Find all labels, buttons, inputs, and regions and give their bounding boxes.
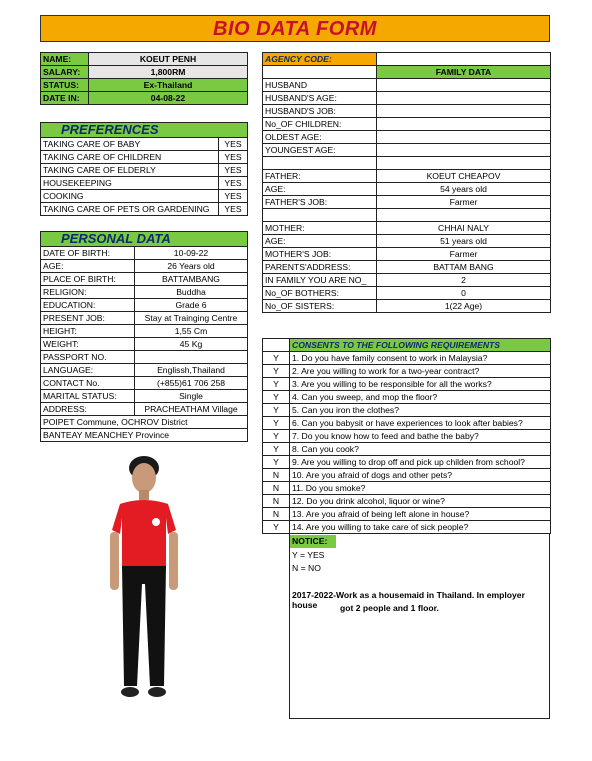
preference-value: YES (219, 190, 248, 203)
preference-value: YES (219, 164, 248, 177)
family-label: AGE: (263, 183, 377, 196)
consents-header: CONSENTS TO THE FOLLOWING REQUIREMENTS (290, 339, 551, 352)
family-value: 54 years old (377, 183, 551, 196)
personal-value: Stay at Trainging Centre (135, 312, 248, 325)
consent-question: 7. Do you know how to feed and bathe the baby? (290, 430, 551, 443)
notice-label: NOTICE: (290, 535, 336, 548)
personal-label: RELIGION: (41, 286, 135, 299)
consent-question: 8. Can you cook? (290, 443, 551, 456)
family-label: HUSBAND (263, 79, 377, 92)
consent-answer: Y (263, 352, 290, 365)
personal-label: DATE OF BIRTH: (41, 247, 135, 260)
family-data-header: FAMILY DATA (377, 66, 551, 79)
consent-answer: Y (263, 417, 290, 430)
family-data-table (262, 52, 551, 313)
family-value: BATTAM BANG (377, 261, 551, 274)
consent-question: 5. Can you iron the clothes? (290, 404, 551, 417)
personal-label: PASSPORT NO. (41, 351, 135, 364)
applicant-photo (104, 454, 184, 710)
personal-label: WEIGHT: (41, 338, 135, 351)
family-label: HUSBAND'S AGE: (263, 92, 377, 105)
personal-value: 10-09-22 (135, 247, 248, 260)
personal-label: EDUCATION: (41, 299, 135, 312)
family-value: 51 years old (377, 235, 551, 248)
personal-value: 26 Years old (135, 260, 248, 273)
family-value (377, 118, 551, 131)
basic-info-table (40, 52, 248, 105)
family-value: CHHAI NALY (377, 222, 551, 235)
family-label: No_OF BOTHERS: (263, 287, 377, 300)
consent-answer: Y (263, 404, 290, 417)
family-label (263, 209, 377, 222)
family-value: Farmer (377, 196, 551, 209)
personal-label: HEIGHT: (41, 325, 135, 338)
personal-value: PRACHEATHAM Village (135, 403, 248, 416)
family-label: OLDEST AGE: (263, 131, 377, 144)
family-value (377, 144, 551, 157)
preferences-header: PREFERENCES (41, 123, 248, 138)
consent-answer: Y (263, 391, 290, 404)
personal-value: BATTAMBANG (135, 273, 248, 286)
consent-question: 2. Are you willing to work for a two-year contract? (290, 365, 551, 378)
basic-label: DATE IN: (41, 92, 89, 105)
personal-value: Englissh,Thailand (135, 364, 248, 377)
preference-value: YES (219, 138, 248, 151)
consent-answer: Y (263, 456, 290, 469)
consent-answer: Y (263, 378, 290, 391)
consent-answer: N (263, 508, 290, 521)
family-value (377, 105, 551, 118)
consent-question: 10. Are you afraid of dogs and other pets? (290, 469, 551, 482)
family-label: IN FAMILY YOU ARE NO_ (263, 274, 377, 287)
family-value (377, 131, 551, 144)
family-value: Farmer (377, 248, 551, 261)
preference-label: TAKING CARE OF PETS OR GARDENING (41, 203, 219, 216)
personal-label: ADDRESS: (41, 403, 135, 416)
preference-label: COOKING (41, 190, 219, 203)
family-value (377, 157, 551, 170)
family-label (263, 157, 377, 170)
basic-label: NAME: (41, 53, 89, 66)
family-label: HUSBAND'S JOB: (263, 105, 377, 118)
family-label: FATHER: (263, 170, 377, 183)
address-line: BANTEAY MEANCHEY Province (41, 429, 248, 442)
basic-label: SALARY: (41, 66, 89, 79)
family-label: MOTHER'S JOB: (263, 248, 377, 261)
personal-label: LANGUAGE: (41, 364, 135, 377)
consent-answer: N (263, 482, 290, 495)
form-title: BIO DATA FORM (40, 15, 550, 42)
consent-answer: Y (263, 430, 290, 443)
address-line: POIPET Commune, OCHROV District (41, 416, 248, 429)
personal-label: PLACE OF BIRTH: (41, 273, 135, 286)
personal-value: Buddha (135, 286, 248, 299)
family-label: YOUNGEST AGE: (263, 144, 377, 157)
consents-table (262, 338, 551, 534)
notice-no: N = NO (292, 563, 321, 573)
consent-question: 12. Do you drink alcohol, liquor or wine? (290, 495, 551, 508)
basic-value: KOEUT PENH (89, 53, 248, 66)
family-value: KOEUT CHEAPOV (377, 170, 551, 183)
personal-label: AGE: (41, 260, 135, 273)
consent-answer: Y (263, 521, 290, 534)
family-label: PARENTS'ADDRESS: (263, 261, 377, 274)
consent-question: 14. Are you willing to take care of sick people? (290, 521, 551, 534)
consent-question: 13. Are you afraid of being left alone in house? (290, 508, 551, 521)
family-label: MOTHER: (263, 222, 377, 235)
personal-value: 1,55 Cm (135, 325, 248, 338)
consent-answer: N (263, 469, 290, 482)
consent-answer: Y (263, 443, 290, 456)
agency-code-value[interactable] (377, 53, 551, 66)
preference-label: TAKING CARE OF CHILDREN (41, 151, 219, 164)
family-value (377, 209, 551, 222)
preference-label: TAKING CARE OF ELDERLY (41, 164, 219, 177)
notice-yes: Y = YES (292, 550, 325, 560)
personal-label: CONTACT No. (41, 377, 135, 390)
consent-question: 6. Can you babysit or have experiences to look after babies? (290, 417, 551, 430)
family-label: FATHER'S JOB: (263, 196, 377, 209)
family-value (377, 79, 551, 92)
personal-value: (+855)61 706 258 (135, 377, 248, 390)
basic-value: Ex-Thailand (89, 79, 248, 92)
preference-value: YES (219, 203, 248, 216)
personal-label: PRESENT JOB: (41, 312, 135, 325)
consent-question: 11. Do you smoke? (290, 482, 551, 495)
consent-answer: N (263, 495, 290, 508)
personal-value: Grade 6 (135, 299, 248, 312)
personal-value: Single (135, 390, 248, 403)
preferences-table (40, 122, 248, 216)
personal-data-table (40, 231, 248, 442)
family-label: AGE: (263, 235, 377, 248)
basic-value: 1,800RM (89, 66, 248, 79)
personal-data-header: PERSONAL DATA (41, 232, 248, 247)
consent-question: 9. Are you willing to drop off and pick up childen from school? (290, 456, 551, 469)
consent-question: 3. Are you willing to be responsible for all the works? (290, 378, 551, 391)
basic-label: STATUS: (41, 79, 89, 92)
family-value: 0 (377, 287, 551, 300)
notice-box (289, 533, 550, 719)
preference-label: TAKING CARE OF BABY (41, 138, 219, 151)
work-experience-line-1: 2017-2022-Work as a housemaid in Thailand. In employer house (292, 590, 525, 610)
consent-answer: Y (263, 365, 290, 378)
consent-question: 4. Can you sweep, and mop the floor? (290, 391, 551, 404)
personal-value (135, 351, 248, 364)
consent-question: 1. Do you have family consent to work in Malaysia? (290, 352, 551, 365)
personal-value: 45 Kg (135, 338, 248, 351)
family-value: 2 (377, 274, 551, 287)
preference-value: YES (219, 151, 248, 164)
basic-value: 04-08-22 (89, 92, 248, 105)
preference-value: YES (219, 177, 248, 190)
work-experience-line-2: got 2 people and 1 floor. (340, 603, 439, 613)
family-label: No_OF SISTERS: (263, 300, 377, 313)
family-value: 1(22 Age) (377, 300, 551, 313)
family-label: No_OF CHILDREN: (263, 118, 377, 131)
preference-label: HOUSEKEEPING (41, 177, 219, 190)
family-value (377, 92, 551, 105)
personal-label: MARITAL STATUS: (41, 390, 135, 403)
agency-code-label: AGENCY CODE: (263, 53, 377, 66)
